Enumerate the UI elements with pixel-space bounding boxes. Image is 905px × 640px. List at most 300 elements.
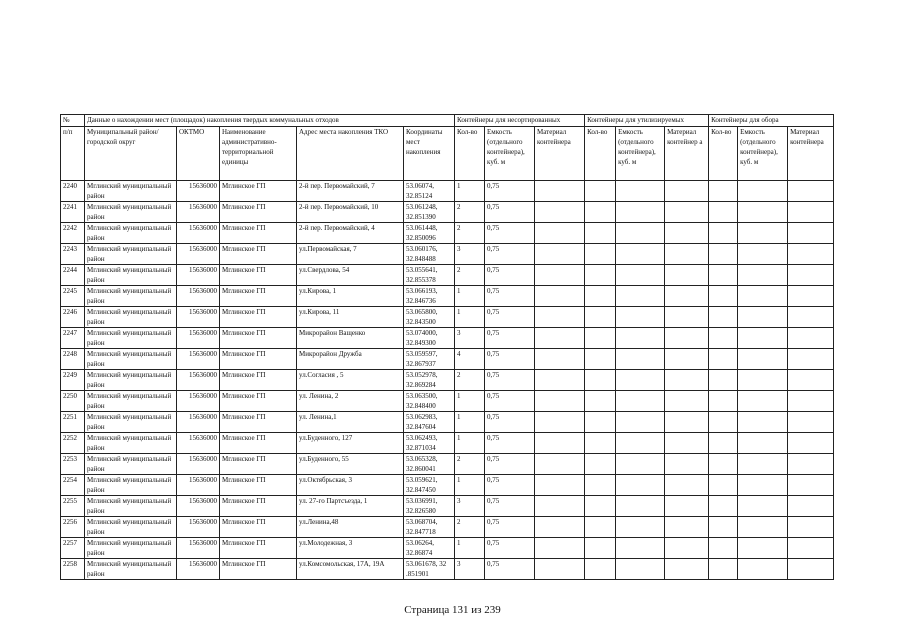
empty-cell bbox=[616, 265, 665, 286]
row-number: 2258 bbox=[61, 559, 85, 580]
row-oktmo: 15636000 bbox=[177, 307, 220, 328]
header-qty: Кол-во bbox=[455, 127, 485, 181]
header-district: Муниципальный район/городской округ bbox=[85, 127, 177, 181]
empty-cell bbox=[585, 202, 616, 223]
row-district: Мглинский муниципальный район bbox=[85, 370, 177, 391]
row-qty: 1 bbox=[455, 307, 485, 328]
empty-cell bbox=[788, 244, 834, 265]
row-district: Мглинский муниципальный район bbox=[85, 223, 177, 244]
empty-cell bbox=[535, 223, 585, 244]
header-group-location: Данные о нахождении мест (площадок) накопления твердых коммунальных отходов bbox=[85, 115, 455, 127]
row-capacity: 0,75 bbox=[485, 181, 535, 202]
row-capacity: 0,75 bbox=[485, 286, 535, 307]
empty-cell bbox=[665, 286, 709, 307]
empty-cell bbox=[665, 454, 709, 475]
header-capacity-2: Емкость (отдельного контейнера), куб. м bbox=[616, 127, 665, 181]
row-name: Мглинское ГП bbox=[220, 454, 297, 475]
header-capacity: Емкость (отдельного контейнера), куб. м bbox=[485, 127, 535, 181]
row-coords: 53.063500, 32.848400 bbox=[404, 391, 455, 412]
empty-cell bbox=[709, 202, 738, 223]
empty-cell bbox=[665, 202, 709, 223]
row-name: Мглинское ГП bbox=[220, 475, 297, 496]
header-pp: п/п bbox=[61, 127, 85, 181]
empty-cell bbox=[709, 370, 738, 391]
empty-cell bbox=[535, 496, 585, 517]
row-number: 2257 bbox=[61, 538, 85, 559]
empty-cell bbox=[738, 244, 788, 265]
empty-cell bbox=[738, 496, 788, 517]
table-body bbox=[61, 181, 834, 580]
row-address: ул.Кирова, 11 bbox=[297, 307, 404, 328]
row-name: Мглинское ГП bbox=[220, 496, 297, 517]
empty-cell bbox=[788, 223, 834, 244]
row-district: Мглинский муниципальный район bbox=[85, 202, 177, 223]
empty-cell bbox=[585, 307, 616, 328]
row-coords: 53.074000, 32.849300 bbox=[404, 328, 455, 349]
empty-cell bbox=[738, 559, 788, 580]
header-group-recycle: Контейнеры для утилизируемых bbox=[585, 115, 709, 127]
row-capacity: 0,75 bbox=[485, 370, 535, 391]
empty-cell bbox=[665, 559, 709, 580]
empty-cell bbox=[709, 307, 738, 328]
row-coords: 53.068704, 32.847718 bbox=[404, 517, 455, 538]
row-qty: 2 bbox=[455, 454, 485, 475]
row-oktmo: 15636000 bbox=[177, 496, 220, 517]
empty-cell bbox=[738, 307, 788, 328]
empty-cell bbox=[535, 307, 585, 328]
row-qty: 1 bbox=[455, 181, 485, 202]
empty-cell bbox=[585, 475, 616, 496]
row-number: 2256 bbox=[61, 517, 85, 538]
row-coords: 53.062493, 32.871034 bbox=[404, 433, 455, 454]
row-name: Мглинское ГП bbox=[220, 223, 297, 244]
header-coords: Координаты мест накопления bbox=[404, 127, 455, 181]
empty-cell bbox=[788, 391, 834, 412]
row-name: Мглинское ГП bbox=[220, 181, 297, 202]
row-name: Мглинское ГП bbox=[220, 433, 297, 454]
row-number: 2249 bbox=[61, 370, 85, 391]
row-qty: 2 bbox=[455, 517, 485, 538]
row-capacity: 0,75 bbox=[485, 349, 535, 370]
empty-cell bbox=[709, 349, 738, 370]
row-name: Мглинское ГП bbox=[220, 538, 297, 559]
empty-cell bbox=[709, 496, 738, 517]
empty-cell bbox=[738, 433, 788, 454]
empty-cell bbox=[585, 517, 616, 538]
empty-cell bbox=[738, 202, 788, 223]
empty-cell bbox=[535, 265, 585, 286]
empty-cell bbox=[616, 307, 665, 328]
row-qty: 2 bbox=[455, 202, 485, 223]
row-oktmo: 15636000 bbox=[177, 181, 220, 202]
row-oktmo: 15636000 bbox=[177, 517, 220, 538]
row-oktmo: 15636000 bbox=[177, 412, 220, 433]
table-row bbox=[61, 181, 834, 202]
row-number: 2246 bbox=[61, 307, 85, 328]
empty-cell bbox=[709, 475, 738, 496]
empty-cell bbox=[585, 328, 616, 349]
empty-cell bbox=[788, 454, 834, 475]
empty-cell bbox=[709, 223, 738, 244]
row-name: Мглинское ГП bbox=[220, 391, 297, 412]
row-qty: 1 bbox=[455, 475, 485, 496]
row-district: Мглинский муниципальный район bbox=[85, 559, 177, 580]
empty-cell bbox=[665, 181, 709, 202]
row-oktmo: 15636000 bbox=[177, 454, 220, 475]
empty-cell bbox=[665, 391, 709, 412]
empty-cell bbox=[788, 328, 834, 349]
empty-cell bbox=[585, 433, 616, 454]
row-qty: 1 bbox=[455, 538, 485, 559]
empty-cell bbox=[709, 181, 738, 202]
row-oktmo: 15636000 bbox=[177, 370, 220, 391]
empty-cell bbox=[535, 391, 585, 412]
empty-cell bbox=[665, 517, 709, 538]
empty-cell bbox=[709, 265, 738, 286]
row-qty: 1 bbox=[455, 391, 485, 412]
empty-cell bbox=[788, 349, 834, 370]
empty-cell bbox=[616, 202, 665, 223]
empty-cell bbox=[709, 454, 738, 475]
row-coords: 53.062983, 32.847604 bbox=[404, 412, 455, 433]
row-capacity: 0,75 bbox=[485, 517, 535, 538]
row-name: Мглинское ГП bbox=[220, 265, 297, 286]
row-oktmo: 15636000 bbox=[177, 328, 220, 349]
empty-cell bbox=[738, 265, 788, 286]
row-number: 2250 bbox=[61, 391, 85, 412]
row-coords: 53.061678, 32 .851901 bbox=[404, 559, 455, 580]
empty-cell bbox=[788, 538, 834, 559]
empty-cell bbox=[788, 307, 834, 328]
header-no: № bbox=[61, 115, 85, 127]
empty-cell bbox=[709, 433, 738, 454]
empty-cell bbox=[738, 349, 788, 370]
row-coords: 53.036991, 32.826580 bbox=[404, 496, 455, 517]
row-oktmo: 15636000 bbox=[177, 475, 220, 496]
row-qty: 2 bbox=[455, 370, 485, 391]
empty-cell bbox=[535, 433, 585, 454]
empty-cell bbox=[535, 181, 585, 202]
empty-cell bbox=[585, 559, 616, 580]
empty-cell bbox=[738, 181, 788, 202]
row-oktmo: 15636000 bbox=[177, 202, 220, 223]
table-row bbox=[61, 391, 834, 412]
empty-cell bbox=[616, 496, 665, 517]
empty-cell bbox=[788, 265, 834, 286]
empty-cell bbox=[585, 538, 616, 559]
empty-cell bbox=[738, 328, 788, 349]
row-address: 2-й пер. Первомайский, 7 bbox=[297, 181, 404, 202]
row-district: Мглинский муниципальный район bbox=[85, 391, 177, 412]
empty-cell bbox=[665, 433, 709, 454]
empty-cell bbox=[709, 538, 738, 559]
row-number: 2254 bbox=[61, 475, 85, 496]
empty-cell bbox=[535, 202, 585, 223]
empty-cell bbox=[709, 517, 738, 538]
row-capacity: 0,75 bbox=[485, 202, 535, 223]
row-oktmo: 15636000 bbox=[177, 223, 220, 244]
empty-cell bbox=[665, 496, 709, 517]
row-qty: 3 bbox=[455, 496, 485, 517]
empty-cell bbox=[535, 328, 585, 349]
row-name: Мглинское ГП bbox=[220, 370, 297, 391]
row-district: Мглинский муниципальный район bbox=[85, 496, 177, 517]
row-district: Мглинский муниципальный район bbox=[85, 412, 177, 433]
header-name: Наименование административно-территориальной единицы bbox=[220, 127, 297, 181]
empty-cell bbox=[535, 517, 585, 538]
empty-cell bbox=[709, 412, 738, 433]
empty-cell bbox=[709, 328, 738, 349]
row-oktmo: 15636000 bbox=[177, 559, 220, 580]
row-address: Микрорайон Дружба bbox=[297, 349, 404, 370]
row-name: Мглинское ГП bbox=[220, 328, 297, 349]
page-number: Страница 131 из 239 bbox=[404, 604, 501, 616]
table-row bbox=[61, 307, 834, 328]
row-capacity: 0,75 bbox=[485, 265, 535, 286]
row-number: 2242 bbox=[61, 223, 85, 244]
empty-cell bbox=[665, 307, 709, 328]
row-qty: 2 bbox=[455, 265, 485, 286]
table-row bbox=[61, 496, 834, 517]
empty-cell bbox=[535, 244, 585, 265]
row-address: ул. Ленина,1 bbox=[297, 412, 404, 433]
empty-cell bbox=[616, 475, 665, 496]
row-name: Мглинское ГП bbox=[220, 559, 297, 580]
row-name: Мглинское ГП bbox=[220, 517, 297, 538]
empty-cell bbox=[709, 286, 738, 307]
empty-cell bbox=[788, 370, 834, 391]
empty-cell bbox=[709, 559, 738, 580]
empty-cell bbox=[616, 538, 665, 559]
table-row bbox=[61, 286, 834, 307]
empty-cell bbox=[788, 433, 834, 454]
row-name: Мглинское ГП bbox=[220, 412, 297, 433]
table-row bbox=[61, 559, 834, 580]
row-district: Мглинский муниципальный район bbox=[85, 349, 177, 370]
empty-cell bbox=[616, 391, 665, 412]
row-district: Мглинский муниципальный район bbox=[85, 286, 177, 307]
empty-cell bbox=[665, 370, 709, 391]
row-district: Мглинский муниципальный район bbox=[85, 454, 177, 475]
empty-cell bbox=[665, 349, 709, 370]
row-coords: 53.061248, 32.851390 bbox=[404, 202, 455, 223]
row-capacity: 0,75 bbox=[485, 328, 535, 349]
empty-cell bbox=[535, 370, 585, 391]
row-capacity: 0,75 bbox=[485, 307, 535, 328]
row-qty: 1 bbox=[455, 412, 485, 433]
row-number: 2243 bbox=[61, 244, 85, 265]
empty-cell bbox=[665, 244, 709, 265]
table-row bbox=[61, 433, 834, 454]
empty-cell bbox=[585, 244, 616, 265]
empty-cell bbox=[738, 223, 788, 244]
empty-cell bbox=[616, 517, 665, 538]
empty-cell bbox=[665, 538, 709, 559]
row-address: ул. 27-го Партсъезда, 1 bbox=[297, 496, 404, 517]
row-capacity: 0,75 bbox=[485, 244, 535, 265]
row-coords: 53.060176, 32.848488 bbox=[404, 244, 455, 265]
row-qty: 2 bbox=[455, 223, 485, 244]
row-district: Мглинский муниципальный район bbox=[85, 475, 177, 496]
empty-cell bbox=[535, 538, 585, 559]
row-capacity: 0,75 bbox=[485, 559, 535, 580]
row-address: ул.Ленина,48 bbox=[297, 517, 404, 538]
empty-cell bbox=[535, 412, 585, 433]
table-row bbox=[61, 475, 834, 496]
row-address: ул.Первомайская, 7 bbox=[297, 244, 404, 265]
empty-cell bbox=[616, 181, 665, 202]
empty-cell bbox=[788, 286, 834, 307]
empty-cell bbox=[616, 412, 665, 433]
row-address: ул.Свердлова, 54 bbox=[297, 265, 404, 286]
row-name: Мглинское ГП bbox=[220, 307, 297, 328]
row-name: Мглинское ГП bbox=[220, 244, 297, 265]
empty-cell bbox=[535, 286, 585, 307]
row-number: 2240 bbox=[61, 181, 85, 202]
empty-cell bbox=[585, 265, 616, 286]
empty-cell bbox=[616, 349, 665, 370]
row-address: ул. Ленина, 2 bbox=[297, 391, 404, 412]
empty-cell bbox=[585, 391, 616, 412]
empty-cell bbox=[616, 328, 665, 349]
empty-cell bbox=[616, 370, 665, 391]
row-coords: 53.066193, 32.846736 bbox=[404, 286, 455, 307]
empty-cell bbox=[535, 349, 585, 370]
empty-cell bbox=[665, 265, 709, 286]
row-qty: 1 bbox=[455, 286, 485, 307]
empty-cell bbox=[585, 370, 616, 391]
header-capacity-3: Емкость (отдельного контейнера), куб. м bbox=[738, 127, 788, 181]
row-district: Мглинский муниципальный район bbox=[85, 265, 177, 286]
empty-cell bbox=[585, 412, 616, 433]
empty-cell bbox=[738, 538, 788, 559]
table-row bbox=[61, 454, 834, 475]
empty-cell bbox=[738, 391, 788, 412]
row-district: Мглинский муниципальный район bbox=[85, 328, 177, 349]
row-qty: 3 bbox=[455, 244, 485, 265]
table-row bbox=[61, 349, 834, 370]
row-oktmo: 15636000 bbox=[177, 391, 220, 412]
empty-cell bbox=[738, 412, 788, 433]
table-row bbox=[61, 244, 834, 265]
row-capacity: 0,75 bbox=[485, 391, 535, 412]
row-address: ул.Буденного, 55 bbox=[297, 454, 404, 475]
row-district: Мглинский муниципальный район bbox=[85, 244, 177, 265]
row-district: Мглинский муниципальный район bbox=[85, 538, 177, 559]
row-coords: 53.06264, 32.86874 bbox=[404, 538, 455, 559]
empty-cell bbox=[616, 286, 665, 307]
header-address: Адрес места накопления ТКО bbox=[297, 127, 404, 181]
header-oktmo: ОКТМО bbox=[177, 127, 220, 181]
empty-cell bbox=[788, 517, 834, 538]
header-material-2: Материал контейнер а bbox=[665, 127, 709, 181]
empty-cell bbox=[709, 391, 738, 412]
row-district: Мглинский муниципальный район bbox=[85, 307, 177, 328]
empty-cell bbox=[585, 496, 616, 517]
header-material-3: Материал контейнера bbox=[788, 127, 834, 181]
empty-cell bbox=[535, 559, 585, 580]
row-oktmo: 15636000 bbox=[177, 286, 220, 307]
row-number: 2251 bbox=[61, 412, 85, 433]
header-qty-2: Кол-во bbox=[585, 127, 616, 181]
row-address: ул.Октябрьская, 3 bbox=[297, 475, 404, 496]
empty-cell bbox=[616, 559, 665, 580]
empty-cell bbox=[738, 454, 788, 475]
row-coords: 53.059621, 32.847450 bbox=[404, 475, 455, 496]
row-address: ул.Кирова, 1 bbox=[297, 286, 404, 307]
row-address: Микрорайон Ващенко bbox=[297, 328, 404, 349]
empty-cell bbox=[738, 517, 788, 538]
empty-cell bbox=[738, 370, 788, 391]
row-capacity: 0,75 bbox=[485, 223, 535, 244]
row-oktmo: 15636000 bbox=[177, 265, 220, 286]
row-coords: 53.061448, 32.850096 bbox=[404, 223, 455, 244]
empty-cell bbox=[665, 223, 709, 244]
row-address: ул.Комсомольская, 17А, 19А bbox=[297, 559, 404, 580]
row-coords: 53.055641, 32.855378 bbox=[404, 265, 455, 286]
row-number: 2245 bbox=[61, 286, 85, 307]
row-coords: 53.065800, 32.843500 bbox=[404, 307, 455, 328]
row-capacity: 0,75 bbox=[485, 496, 535, 517]
empty-cell bbox=[585, 454, 616, 475]
empty-cell bbox=[616, 223, 665, 244]
table-row bbox=[61, 202, 834, 223]
header-qty-3: Кол-во bbox=[709, 127, 738, 181]
empty-cell bbox=[585, 349, 616, 370]
table-row bbox=[61, 265, 834, 286]
row-capacity: 0,75 bbox=[485, 433, 535, 454]
row-capacity: 0,75 bbox=[485, 475, 535, 496]
empty-cell bbox=[788, 496, 834, 517]
row-capacity: 0,75 bbox=[485, 538, 535, 559]
containers-register-table bbox=[60, 114, 834, 580]
empty-cell bbox=[788, 202, 834, 223]
table-row bbox=[61, 328, 834, 349]
empty-cell bbox=[665, 412, 709, 433]
row-number: 2252 bbox=[61, 433, 85, 454]
row-address: ул.Буденного, 127 bbox=[297, 433, 404, 454]
empty-cell bbox=[788, 559, 834, 580]
empty-cell bbox=[535, 454, 585, 475]
empty-cell bbox=[616, 454, 665, 475]
row-district: Мглинский муниципальный район bbox=[85, 517, 177, 538]
row-coords: 53.065328, 32.860041 bbox=[404, 454, 455, 475]
header-group-collect: Контейнеры для обора bbox=[709, 115, 834, 127]
row-oktmo: 15636000 bbox=[177, 538, 220, 559]
empty-cell bbox=[616, 244, 665, 265]
table-row bbox=[61, 370, 834, 391]
row-number: 2244 bbox=[61, 265, 85, 286]
empty-cell bbox=[738, 286, 788, 307]
row-coords: 53.052978, 32.869284 bbox=[404, 370, 455, 391]
empty-cell bbox=[616, 433, 665, 454]
table-row bbox=[61, 223, 834, 244]
row-oktmo: 15636000 bbox=[177, 349, 220, 370]
row-name: Мглинское ГП bbox=[220, 286, 297, 307]
empty-cell bbox=[788, 181, 834, 202]
table-row bbox=[61, 538, 834, 559]
row-qty: 4 bbox=[455, 349, 485, 370]
row-qty: 1 bbox=[455, 433, 485, 454]
row-number: 2248 bbox=[61, 349, 85, 370]
empty-cell bbox=[709, 244, 738, 265]
empty-cell bbox=[738, 475, 788, 496]
row-coords: 53.06074, 32.85124 bbox=[404, 181, 455, 202]
row-district: Мглинский муниципальный район bbox=[85, 181, 177, 202]
row-number: 2247 bbox=[61, 328, 85, 349]
row-qty: 3 bbox=[455, 328, 485, 349]
table-row bbox=[61, 412, 834, 433]
